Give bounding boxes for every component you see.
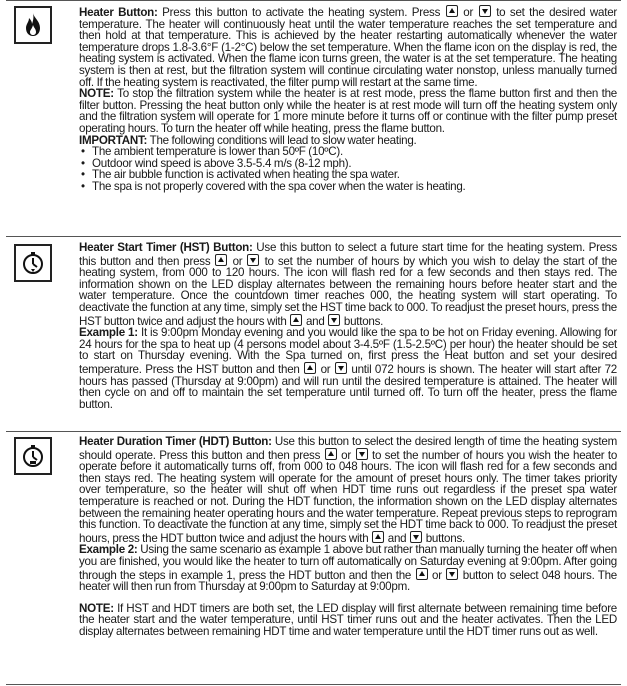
up-arrow-key-icon	[446, 5, 458, 17]
heater-important-label: IMPORTANT:	[79, 133, 148, 147]
divider	[6, 431, 621, 432]
hdt-text-2: to set the number of hours you wish the heater to operate before it automatically turns off, from 000 to 048 hours. The icon will flash red for a few seconds and then stays red. The heating system will operate for the amount of preset hours only. The timer takes priority over temperature, so the heater will shut off when HDT time runs out regardless if the preset spa water temperature is reached or not. During the HDT function, the information shown on the LED display alternates between the remaining heater operating hours and the water temperature. Repeat previous steps to reprogram this function. To deactivate the function at any time, simply set the HDT time back to 000. To readjust the preset hours, press the HDT button twice and adjust the hours with	[79, 448, 618, 545]
hst-button-icon	[14, 244, 52, 282]
up-arrow-key-icon	[215, 254, 227, 266]
down-arrow-key-icon	[410, 531, 422, 543]
hst-text-3: buttons.	[343, 314, 384, 328]
hdt-title: Heater Duration Timer (HDT) Button:	[79, 435, 272, 448]
down-arrow-key-icon	[356, 448, 368, 460]
heater-note: To stop the filtration system while the heater is at rest mode, press the flame button first and then the filter button. Pressing the heat button only while the heater is at rest mode will turn off the heating system only and the filtration system will operate for 1 more minute before it turns off or continue with the filter pump preset operating hours. To turn the heater off while heating, press the flame button.	[79, 87, 618, 135]
hst-or: or	[232, 254, 243, 268]
up-arrow-key-icon	[372, 531, 384, 543]
heater-title: Heater Button:	[79, 6, 158, 19]
list-item: • The spa is not properly covered with the spa cover when the water is heating.	[81, 179, 466, 193]
hst-and: and	[305, 314, 325, 328]
down-arrow-key-icon	[335, 362, 347, 374]
heater-important: The following conditions will lead to slow water heating.	[149, 133, 417, 147]
down-arrow-key-icon	[328, 314, 340, 326]
down-arrow-key-icon	[446, 568, 458, 580]
example-2-or: or	[432, 568, 442, 582]
hdt-or: or	[341, 448, 351, 462]
down-arrow-key-icon	[479, 5, 491, 17]
divider	[6, 236, 621, 237]
hst-title: Heater Start Timer (HST) Button:	[79, 241, 253, 254]
heater-or: or	[463, 6, 474, 19]
down-arrow-key-icon	[247, 254, 259, 266]
hdt-text-1: Use this button to select the desired length of time the heating system should operate. Press this button and then press	[79, 435, 618, 462]
up-arrow-key-icon	[304, 362, 316, 374]
hdt-text-3: buttons.	[425, 531, 465, 545]
example-2-text-2: button to select 048 hours. The heater will then run from Thursday at 9:00pm to Saturday at 9:00pm.	[79, 568, 618, 594]
hst-text-1: Use this button to select a future start time for the heating system. Press this button and then press	[79, 241, 618, 268]
bottom-rule	[6, 684, 621, 685]
slow-heating-list	[79, 146, 617, 192]
up-arrow-key-icon	[290, 314, 302, 326]
heater-text-1: Press this button to activate the heating system. Press	[162, 6, 441, 19]
example-2-text-1: Using the same scenario as example 1 above but rather than manually turning the heater off when you are finished, you would like the heater to turn off automatically on Saturday evening at 9:00pm. After going through the steps in example 1, press the HDT button and then the	[79, 543, 617, 582]
up-arrow-key-icon	[416, 568, 428, 580]
top-rule	[6, 0, 621, 1]
example-2-label: Example 2:	[79, 543, 138, 557]
hdt-note-label: NOTE:	[79, 601, 114, 615]
duration-timer-icon	[20, 443, 46, 469]
heater-button-icon	[14, 6, 52, 44]
hst-text-2: to set the number of hours by which you wish to delay the start of the heating system, from 000 to 120 hours. The icon will flash red for a few seconds and then stays red. The information shown on the LED display alternates between the remaining hours before heater start and the water temperature. Once the countdown timer reaches 000, the heating system will start operating. To deactivate the function at any time, simply set the HST time back to 000. To readjust the preset hours, press the HST button twice and adjust the hours with	[79, 254, 618, 328]
hdt-and: and	[387, 531, 407, 545]
heater-note-label: NOTE:	[79, 87, 114, 101]
list-item: • The air bubble function is activated when heating the spa water.	[81, 168, 400, 182]
example-1-text-1: It is 9:00pm Monday evening and you would like the spa to be hot on Friday evening. Allowing for 24 hours for the spa to heat up (4 persons model about 3-4.5ºF (1.5-2.5ºC) per hour) the heater should be set to start on Thursday evening. With the Spa turned on, first press the Heat button and set your desired temperature. Press the HST button and then	[79, 326, 617, 376]
example-1-label: Example 1:	[79, 326, 138, 340]
start-timer-icon	[20, 250, 46, 276]
example-1-text-2: until 072 hours is shown. The heater will start after 72 hours has passed (Thursday at 9:00pm) and will run until the desired temperature is attained. The heater will then cycle on and off to maintain the set temperature until turned off. To turn off the heater, press the flame button.	[79, 362, 617, 411]
flame-icon	[22, 12, 44, 38]
hdt-button-icon	[14, 437, 52, 475]
example-1-or: or	[320, 362, 331, 376]
hdt-note: If HST and HDT timers are both set, the LED display will first alternate between remaining time before the heater start and the water temperature, until HST timer runs out and the heater activates. Then the LED display alternates between remaining HDT time and water temperature until the HDT timer runs out as well.	[79, 601, 618, 638]
list-item: • The ambient temperature is lower than 50ºF (10ºC).	[81, 145, 343, 159]
up-arrow-key-icon	[325, 448, 337, 460]
list-item: • Outdoor wind speed is above 3.5-5.4 m/s (8-12 mph).	[81, 156, 352, 170]
heater-text-2: to set the desired water temperature. The heater will continuously heat until the water temperature reaches the set temperature and then hold at that temperature. This is achieved by the heater restarting automatically whenever the water temperature drops 1.8-3.6°F (1-2°C) below the set temperature. When the flame icon on the display is red, the heating system is activated. When the flame icon turns green, the water is at the set temperature. The heating system is then at rest, but the filtration system will continue circulating water nonstop, unless manually turned off. If the heating system is reactivated, the filter pump will restart at the same time.	[79, 6, 618, 89]
